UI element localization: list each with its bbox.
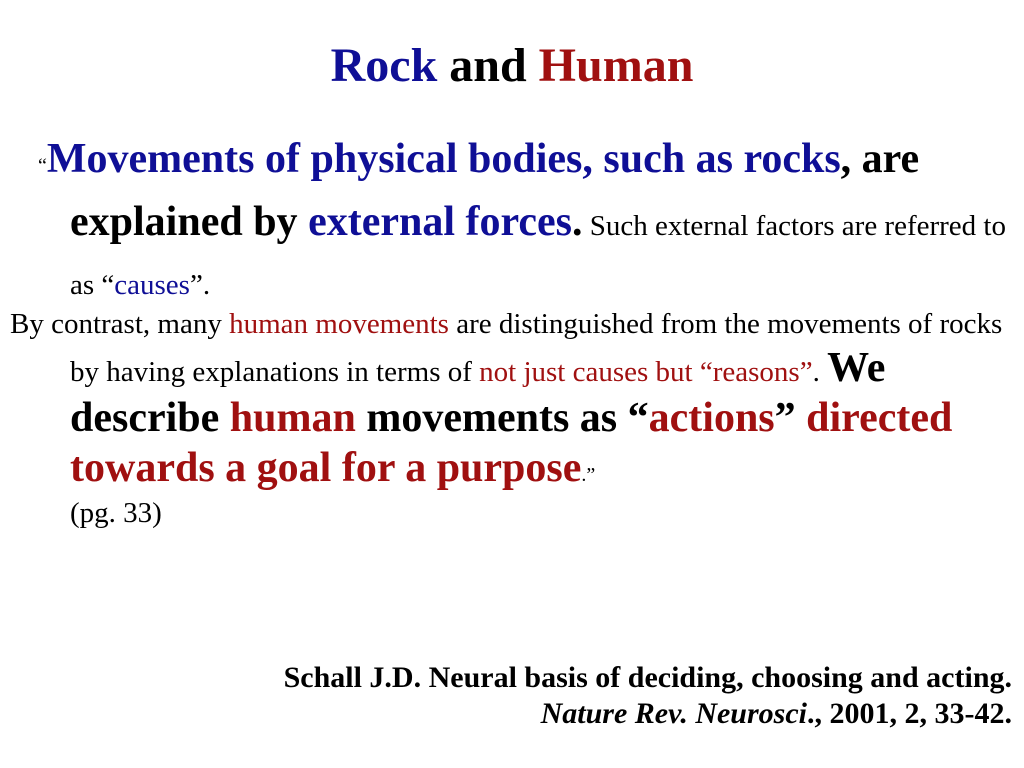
- citation-rest: ., 2001, 2, 33-42.: [807, 697, 1012, 730]
- quote-causes: causes: [114, 269, 190, 301]
- citation-line1: Schall J.D. Neural basis of deciding, choosing and acting.: [283, 661, 1012, 694]
- contrast-goal-purpose: directed towards a goal for a purpose: [70, 395, 953, 491]
- title-word-and: and: [449, 39, 527, 92]
- contrast-movements-as: movements as “: [355, 395, 649, 441]
- slide-title: [0, 38, 1024, 94]
- contrast-distinguished: are distinguished from the movements of rocks by having explanations in terms of: [70, 308, 1003, 388]
- quote-open-mark: “: [38, 155, 47, 177]
- quote-explained-by: , are explained by: [70, 136, 920, 245]
- title-word-rock: Rock: [330, 39, 438, 92]
- contrast-end-quote: .”: [581, 464, 596, 486]
- contrast-intro: By contrast, many: [10, 308, 230, 340]
- title-word-human: Human: [538, 39, 694, 92]
- contrast-paragraph: [10, 305, 1022, 532]
- quote-paragraph: [10, 132, 1015, 317]
- contrast-human: human: [229, 395, 356, 441]
- quote-close: ”.: [189, 269, 211, 301]
- contrast-reasons: not just causes but “reasons”: [479, 356, 813, 388]
- citation-journal: Nature Rev. Neurosci: [540, 697, 807, 730]
- contrast-human-movements: human movements: [229, 308, 449, 340]
- contrast-close-quote: ”: [774, 395, 807, 441]
- quote-referred-as: Such external factors are referred to as “: [70, 210, 1006, 301]
- contrast-actions: actions: [648, 395, 775, 441]
- quote-external-forces: external forces: [308, 199, 572, 245]
- contrast-period: .: [812, 356, 828, 388]
- quote-movements-rocks: Movements of physical bodies, such as rocks: [46, 136, 841, 182]
- page-reference: (pg. 33): [70, 497, 162, 529]
- citation: [12, 660, 1012, 732]
- contrast-we-describe: We describe: [70, 345, 886, 441]
- quote-period: .: [572, 199, 583, 245]
